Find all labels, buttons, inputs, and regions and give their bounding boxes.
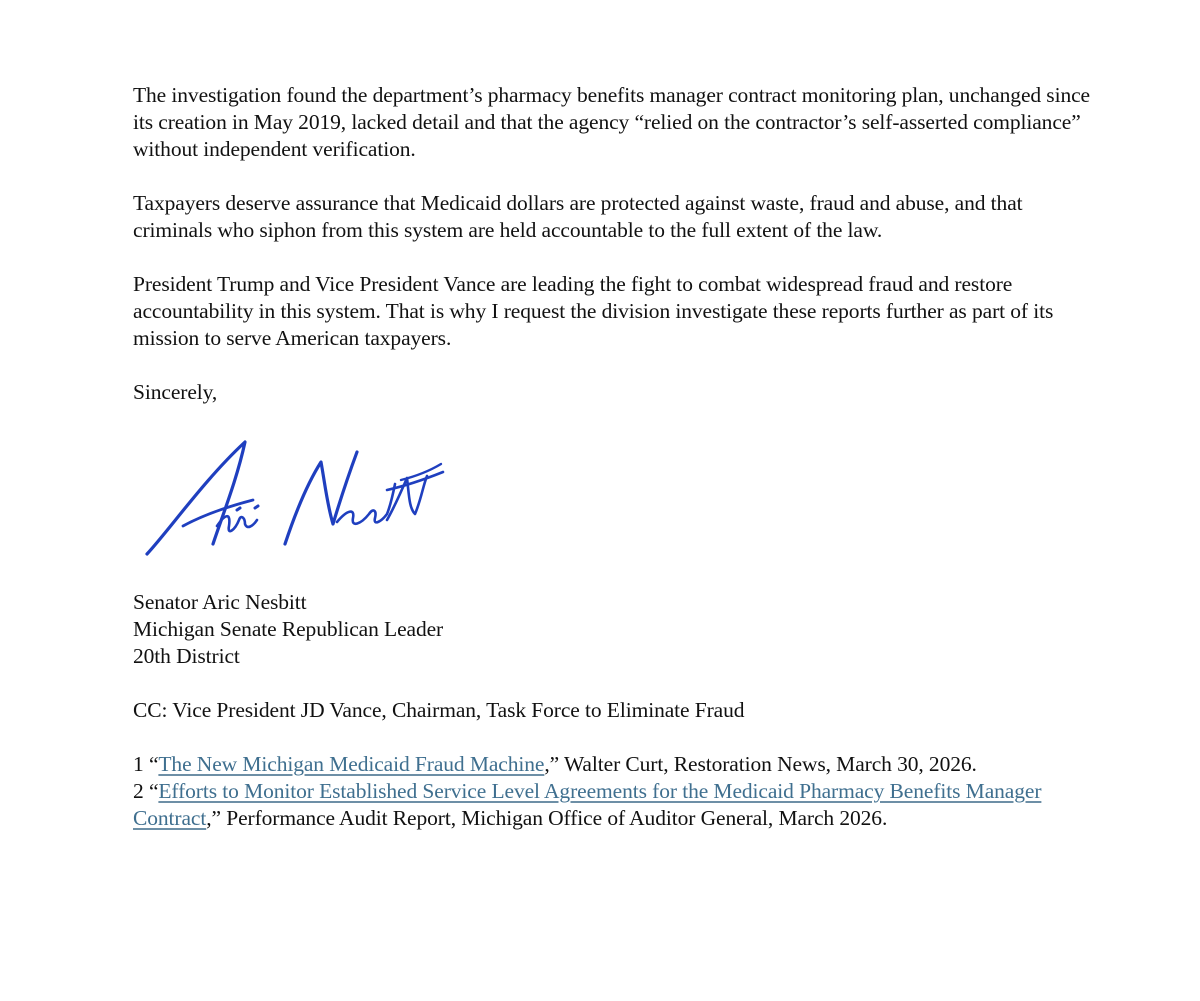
footnote-1-open-quote: “: [148, 752, 159, 776]
footnote-2-open-quote: “: [148, 779, 159, 803]
footnote-1: [133, 751, 1093, 778]
signer-name: Senator Aric Nesbitt: [133, 590, 307, 614]
footnote-1-number: 1: [133, 752, 144, 776]
footnote-2: [133, 778, 1093, 832]
footnote-2-number: 2: [133, 779, 144, 803]
footnote-2-link[interactable]: Efforts to Monitor Established Service Level Agreements for the Medicaid Pharmacy Benefits Manager Contract: [133, 779, 1042, 830]
footnote-1-citation: ,” Walter Curt, Restoration News, March 30, 2026.: [544, 752, 977, 776]
closing-salutation: Sincerely,: [133, 380, 218, 404]
cc-line: CC: Vice President JD Vance, Chairman, Task Force to Eliminate Fraud: [133, 698, 745, 722]
footnote-2-citation: ,” Performance Audit Report, Michigan Office of Auditor General, March 2026.: [206, 806, 888, 830]
paragraph-taxpayers: Taxpayers deserve assurance that Medicaid dollars are protected against waste, fraud and abuse, and that criminals who siphon from this system are held accountable to the full extent of the law.: [133, 191, 1023, 242]
footnotes: [133, 751, 1093, 832]
signer-district: 20th District: [133, 644, 240, 668]
paragraph-request: President Trump and Vice President Vance are leading the fight to combat widespread fraud and restore accountability in this system. That is why I request the division investigate these reports further as part of its mission to serve American taxpayers.: [133, 272, 1054, 350]
signer-block: [133, 589, 1093, 670]
handwritten-signature: [125, 434, 445, 564]
footnote-1-link[interactable]: The New Michigan Medicaid Fraud Machine: [158, 752, 545, 776]
paragraph-investigation: The investigation found the department’s pharmacy benefits manager contract monitoring plan, unchanged since its creation in May 2019, lacked detail and that the agency “relied on the contractor’s self-asserted compliance” without independent verification.: [133, 83, 1090, 161]
signer-title: Michigan Senate Republican Leader: [133, 617, 444, 641]
letter-body: [133, 82, 1093, 832]
